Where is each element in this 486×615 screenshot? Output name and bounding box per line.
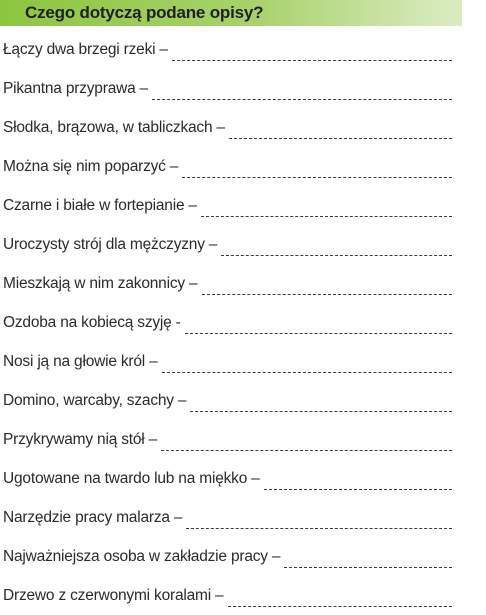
- question-dash: –: [271, 547, 281, 565]
- question-row: [0, 186, 486, 225]
- answer-blank[interactable]: [284, 551, 452, 568]
- question-row: [0, 225, 486, 264]
- answer-blank[interactable]: [185, 317, 452, 334]
- question-row: [0, 303, 486, 342]
- question-dash: –: [215, 586, 224, 604]
- question-row: [0, 30, 486, 69]
- question-dash: –: [149, 352, 158, 370]
- answer-blank[interactable]: [162, 356, 452, 373]
- question-dash: –: [139, 79, 149, 97]
- question-text: Ozdoba na kobiecą szyję: [3, 313, 172, 331]
- question-dash: –: [208, 235, 218, 253]
- question-text: Uroczysty strój dla mężczyzny: [3, 235, 205, 253]
- answer-blank[interactable]: [201, 200, 452, 217]
- question-dash: –: [159, 40, 169, 58]
- question-row: [0, 498, 486, 537]
- question-text: Pikantna przyprawa: [3, 79, 136, 97]
- answer-blank[interactable]: [190, 395, 452, 412]
- answer-blank[interactable]: [228, 590, 452, 607]
- question-row: [0, 420, 486, 459]
- question-dash: –: [173, 508, 183, 526]
- answer-blank[interactable]: [202, 278, 452, 295]
- answer-blank[interactable]: [186, 512, 452, 529]
- answer-blank[interactable]: [172, 44, 452, 61]
- question-dash: –: [148, 430, 158, 448]
- question-text: Domino, warcaby, szachy: [3, 391, 174, 409]
- question-dash: –: [169, 157, 179, 175]
- question-row: [0, 576, 486, 615]
- question-row: [0, 342, 486, 381]
- question-text: Najważniejsza osoba w zakładzie pracy: [3, 547, 268, 565]
- question-text: Słodka, brązowa, w tabliczkach: [3, 118, 213, 136]
- question-row: [0, 537, 486, 576]
- answer-blank[interactable]: [182, 161, 452, 178]
- answer-blank[interactable]: [264, 473, 452, 490]
- answer-blank[interactable]: [229, 122, 452, 139]
- question-text: Mieszkają w nim zakonnicy: [3, 274, 185, 292]
- question-text: Narzędzie pracy malarza: [3, 508, 170, 526]
- question-row: [0, 108, 486, 147]
- answer-blank[interactable]: [221, 239, 452, 256]
- question-row: [0, 147, 486, 186]
- question-text: Można się nim poparzyć: [3, 157, 166, 175]
- question-dash: –: [188, 196, 197, 214]
- question-text: Czarne i białe w fortepianie: [3, 196, 185, 214]
- question-text: Przykrywamy nią stół: [3, 430, 145, 448]
- answer-blank[interactable]: [152, 83, 452, 100]
- question-text: Ugotowane na twardo lub na miękko: [3, 469, 248, 487]
- worksheet-title: Czego dotyczą podane opisy?: [25, 3, 264, 22]
- question-row: [0, 264, 486, 303]
- question-text: Łączy dwa brzegi rzeki: [3, 40, 156, 58]
- question-dash: -: [175, 313, 181, 331]
- question-dash: –: [216, 118, 226, 136]
- question-list: [0, 30, 486, 615]
- question-row: [0, 381, 486, 420]
- question-dash: –: [251, 469, 260, 487]
- worksheet-header-bar: [0, 0, 462, 26]
- question-text: Nosi ją na głowie król: [3, 352, 146, 370]
- answer-blank[interactable]: [161, 434, 452, 451]
- question-text: Drzewo z czerwonymi koralami: [3, 586, 212, 604]
- question-row: [0, 459, 486, 498]
- question-dash: –: [177, 391, 187, 409]
- question-dash: –: [188, 274, 198, 292]
- question-row: [0, 69, 486, 108]
